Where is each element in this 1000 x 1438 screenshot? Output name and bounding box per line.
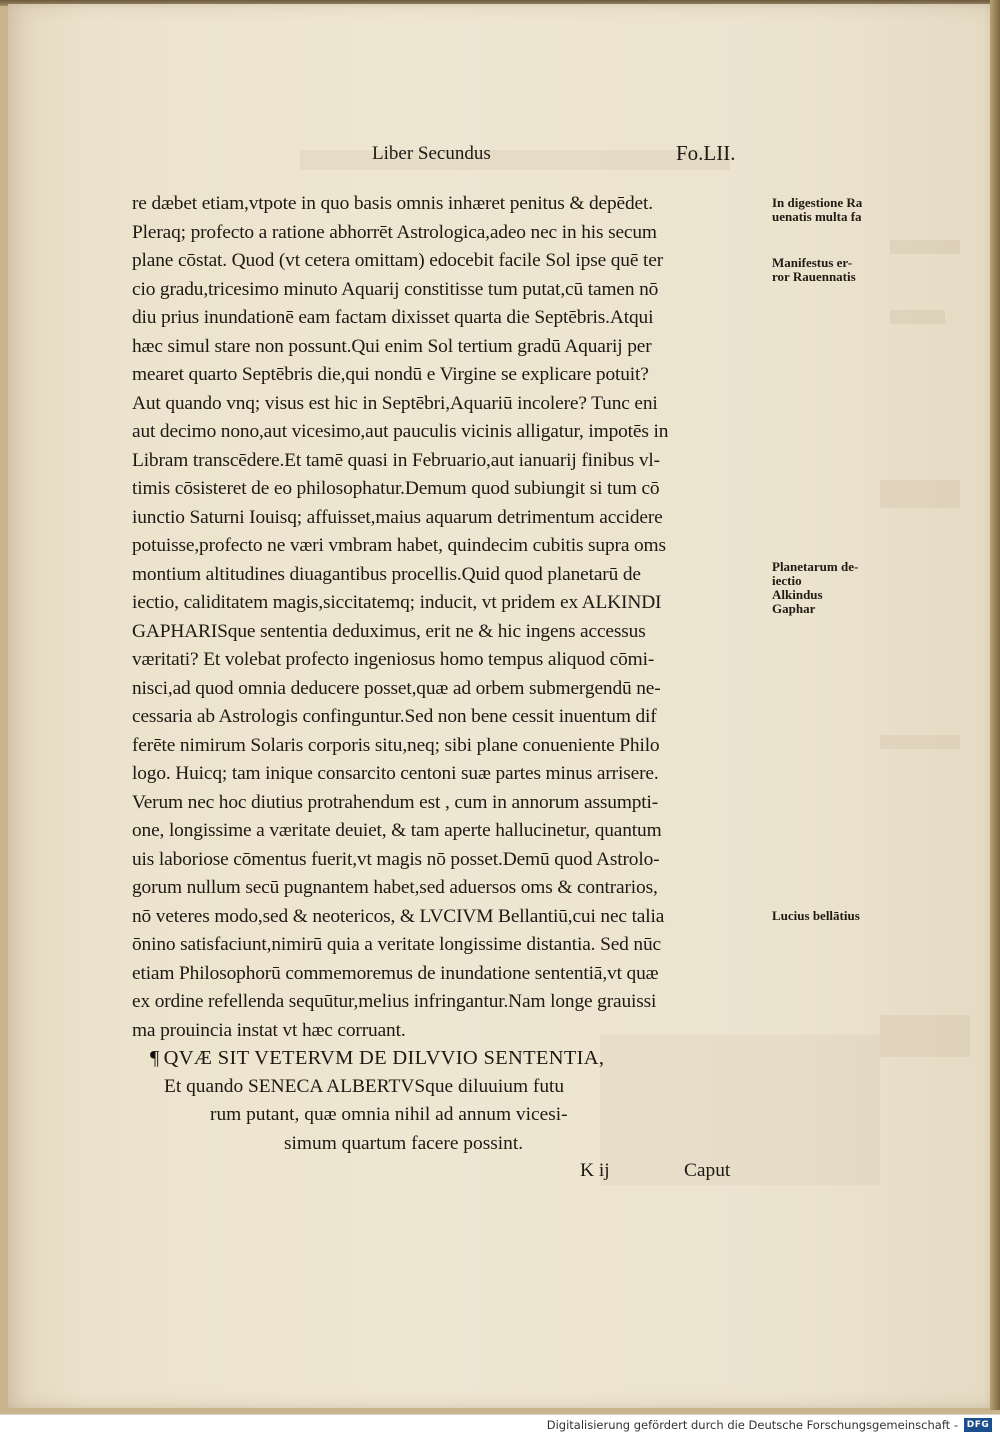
text-line: Verum nec hoc diutius protrahendum est , cum in annorum assumpti- <box>132 791 659 813</box>
text-line: aut decimo nono,aut vicesimo,aut pauculis vicinis alligatur, impotēs in <box>132 421 669 442</box>
text-line: diu prius inundationē eam factam dixisset quarta die Septēbris.Atqui <box>132 307 654 328</box>
folio-number: Fo.LII. <box>676 141 736 165</box>
text-line: ferēte nimirum Solaris corporis situ,neq; sibi plane conueniente Philo <box>132 734 660 756</box>
text-line: iunctio Saturni Iouisq; affuisset,maius aquarum detrimentum accidere <box>132 506 663 528</box>
text-line: montium altitudines diuagantibus procellis.Quid quod planetarū de <box>132 563 641 585</box>
text-line: Aut quando vnq; visus est hic in Septēbri,Aquariū incolere? Tunc eni <box>132 392 658 414</box>
body-text <box>132 190 752 1045</box>
text-line: potuisse,profecto ne væri vmbram habet, quindecim cubitis supra oms <box>132 535 666 556</box>
funding-credit: Digitalisierung gefördert durch die Deutsche Forschungsgemeinschaft - <box>546 1418 958 1432</box>
text-line: GAPHARISque sententia deduximus, erit ne & hic ingens accessus <box>132 620 646 642</box>
show-through-ghost <box>300 150 730 170</box>
text-line: gorum nullum secū pugnantem habet,sed aduersos oms & contrarios, <box>132 877 658 898</box>
text-line: ma prouincia instat vt hæc corruant. <box>132 1019 406 1041</box>
text-line: uis laboriose cōmentus fuerit,vt magis nō posset.Demū quod Astrolo- <box>132 848 660 870</box>
text-line: timis cōsisteret de eo philosophatur.Demum quod subiungit si tum cō <box>132 478 660 499</box>
chapter-heading <box>150 1044 750 1158</box>
margin-note: Lucius bellātius <box>772 908 860 923</box>
show-through-ghost <box>880 735 960 749</box>
catchword: Caput <box>684 1160 731 1181</box>
text-line: cio gradu,tricesimo minuto Aquarij constitisse tum putat,cū tamen nō <box>132 278 659 300</box>
show-through-ghost <box>890 310 945 324</box>
text-line: Pleraq; profecto a ratione abhorrēt Astrologica,adeo nec in his secum <box>132 221 657 243</box>
text-line: logo. Huicq; tam inique consarcito centoni suæ partes minus arrisere. <box>132 763 659 784</box>
chapter-heading-line: Et quando SENECA ALBERTVSque diluuium futu <box>164 1075 565 1097</box>
chapter-heading-line: simum quartum facere possint. <box>284 1132 524 1154</box>
show-through-ghost <box>890 240 960 254</box>
show-through-ghost <box>880 1015 970 1057</box>
text-line: re dæbet etiam,vtpote in quo basis omnis inhæret penitus & depēdet. <box>132 193 653 214</box>
text-line: ex ordine refellenda sequūtur,melius infringantur.Nam longe grauissi <box>132 991 657 1012</box>
text-line: iectio, caliditatem magis,siccitatemq; inducit, vt pridem ex ALKINDI <box>132 592 662 613</box>
dfg-logo[interactable]: DFG <box>964 1418 992 1432</box>
chapter-heading-line: rum putant, quæ omnia nihil ad annum vicesi- <box>210 1104 568 1125</box>
text-line: nisci,ad quod omnia deducere posset,quæ ad orbem submergendū ne- <box>132 677 661 699</box>
text-line: Libram transcēdere.Et tamē quasi in Februario,aut ianuarij finibus vl- <box>132 449 660 471</box>
pilcrow-mark: ¶ <box>150 1047 160 1069</box>
text-line: nō veteres modo,sed & neotericos, & LVCIVM Bellantiū,cui nec talia <box>132 905 665 927</box>
show-through-ghost <box>880 480 960 508</box>
text-line: hæc simul stare non possunt.Qui enim Sol tertium gradū Aquarij per <box>132 335 652 357</box>
signature-mark: K ij <box>580 1160 610 1181</box>
chapter-heading-line: ¶ QVÆ SIT VETERVM DE DILVVIO SENTENTIA, <box>150 1044 750 1073</box>
text-line: mearet quarto Septēbris die,qui nondū e Virgine se explicare potuit? <box>132 364 649 385</box>
margin-note: Planetarum de- iectio Alkindus Gaphar <box>772 559 859 616</box>
running-title: Liber Secundus <box>372 143 491 164</box>
text-line: plane cōstat. Quod (vt cetera omittam) edocebit facile Sol ipse quē ter <box>132 250 664 271</box>
page-right-edge <box>990 0 1000 1410</box>
text-line: etiam Philosophorū commemoremus de inundatione sententiā,vt quæ <box>132 962 659 984</box>
text-line: væritati? Et volebat profecto ingeniosus homo tempus aliquod cōmi- <box>132 649 655 670</box>
margin-note: Manifestus er- ror Rauennatis <box>772 255 856 284</box>
text-line: one, longissime a væritate deuiet, & tam aperte hallucinetur, quantum <box>132 820 662 841</box>
margin-note: In digestione Ra uenatis multa fa <box>772 195 863 224</box>
text-line: ōnino satisfaciunt,nimirū quia a veritate longissime distantia. Sed nūc <box>132 934 661 955</box>
text-line: cessaria ab Astrologis confinguntur.Sed non bene cessit inuentum dif <box>132 706 657 727</box>
